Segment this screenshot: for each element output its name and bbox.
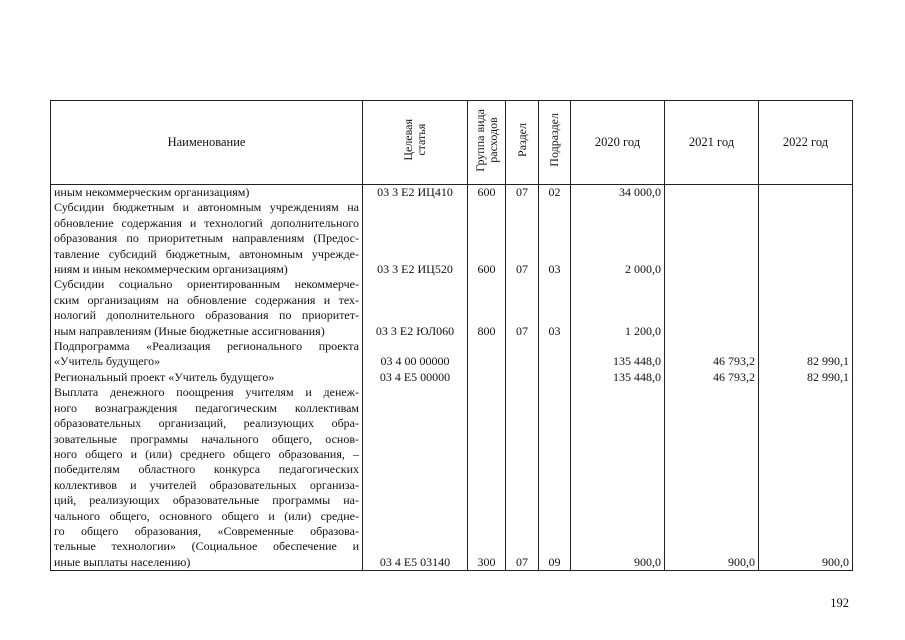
table-row bbox=[51, 185, 853, 201]
row-name-cell bbox=[51, 200, 363, 277]
page-number: 192 bbox=[830, 596, 849, 610]
table-row bbox=[51, 200, 853, 277]
row-subsection bbox=[539, 339, 571, 370]
row-name-line: тельные технологии» (Социальное обеспечение и bbox=[54, 539, 359, 554]
row-amount-2021 bbox=[665, 277, 759, 339]
row-subsection: 02 bbox=[539, 185, 571, 201]
header-year-2020: 2020 год bbox=[571, 101, 665, 185]
row-amount-2020: 1 200,0 bbox=[571, 277, 665, 339]
row-target-article: 03 3 E2 ИЦ410 bbox=[363, 185, 468, 201]
header-subsection bbox=[539, 101, 571, 185]
row-target-article: 03 4 E5 00000 bbox=[363, 370, 468, 385]
row-amount-2022 bbox=[759, 200, 853, 277]
row-name-line: Субсидии бюджетным и автономным учреждениям на bbox=[54, 200, 359, 215]
row-section: 07 bbox=[506, 185, 539, 201]
row-amount-2021 bbox=[665, 200, 759, 277]
row-amount-2021 bbox=[665, 185, 759, 201]
row-section bbox=[506, 339, 539, 370]
row-name-line: коллективов и учителей образовательных организа- bbox=[54, 477, 359, 492]
row-amount-2022 bbox=[759, 277, 853, 339]
row-name-line: ниям и иным некоммерческим организациям) bbox=[54, 262, 288, 277]
row-name-line: ций, реализующих образовательные программы на- bbox=[54, 493, 359, 508]
table-row bbox=[51, 385, 853, 570]
row-name-line: чального общего, основного общего и (или) средне- bbox=[54, 508, 359, 523]
row-name-line: го общего образования, «Современные образова- bbox=[54, 523, 359, 538]
row-target-article: 03 3 E2 ИЦ520 bbox=[363, 200, 468, 277]
row-expense-group: 600 bbox=[468, 200, 506, 277]
header-section-label: Раздел bbox=[514, 123, 529, 158]
header-name: Наименование bbox=[51, 101, 363, 185]
row-expense-group: 600 bbox=[468, 185, 506, 201]
budget-table bbox=[50, 100, 853, 571]
row-expense-group bbox=[468, 339, 506, 370]
row-expense-group: 800 bbox=[468, 277, 506, 339]
row-target-article: 03 4 E5 03140 bbox=[363, 385, 468, 570]
row-subsection bbox=[539, 370, 571, 385]
table-row bbox=[51, 339, 853, 370]
row-amount-2022 bbox=[759, 185, 853, 201]
row-name-line: тавление субсидий бюджетным, автономным учрежде- bbox=[54, 246, 359, 261]
row-target-article: 03 4 00 00000 bbox=[363, 339, 468, 370]
header-expense-group bbox=[468, 101, 506, 185]
table-header bbox=[51, 101, 853, 185]
row-amount-2021: 900,0 bbox=[665, 385, 759, 570]
row-name-cell bbox=[51, 185, 363, 201]
row-name-cell bbox=[51, 277, 363, 339]
table-body bbox=[51, 185, 853, 571]
row-name-line: ским организациям на обновление содержания и тех- bbox=[54, 292, 359, 307]
row-name-line: Выплата денежного поощрения учителям и денеж- bbox=[54, 385, 359, 400]
row-amount-2022: 82 990,1 bbox=[759, 370, 853, 385]
row-amount-2020: 135 448,0 bbox=[571, 370, 665, 385]
row-name-line: «Учитель будущего» bbox=[54, 354, 161, 369]
row-name-cell bbox=[51, 385, 363, 570]
row-name-line: победителям областного конкурса педагогических bbox=[54, 462, 359, 477]
header-target-article-label: Целевая статья bbox=[401, 119, 428, 162]
row-subsection: 03 bbox=[539, 200, 571, 277]
row-name-line: ным направлениям (Иные бюджетные ассигнования) bbox=[54, 323, 325, 338]
header-target-article bbox=[363, 101, 468, 185]
row-name-line: иные выплаты населению) bbox=[54, 554, 191, 569]
row-name-line: Региональный проект «Учитель будущего» bbox=[54, 369, 275, 384]
header-year-2022: 2022 год bbox=[759, 101, 853, 185]
table-row bbox=[51, 370, 853, 385]
row-amount-2022: 900,0 bbox=[759, 385, 853, 570]
row-name-line: образования по приоритетным направлениям (Предос- bbox=[54, 231, 359, 246]
row-name-line: зовательные программы начального общего, основ- bbox=[54, 431, 359, 446]
row-name-line: ного общего и (или) среднего общего образования, – bbox=[54, 446, 359, 461]
row-amount-2021: 46 793,2 bbox=[665, 339, 759, 370]
row-section bbox=[506, 370, 539, 385]
row-name-line: обновление содержания и технологий дополнительного bbox=[54, 215, 359, 230]
row-amount-2020: 900,0 bbox=[571, 385, 665, 570]
row-amount-2022: 82 990,1 bbox=[759, 339, 853, 370]
row-name-cell bbox=[51, 339, 363, 370]
row-name-line: иным некоммерческим организациям) bbox=[54, 185, 250, 199]
row-subsection: 09 bbox=[539, 385, 571, 570]
row-amount-2020: 34 000,0 bbox=[571, 185, 665, 201]
header-subsection-label: Подраздел bbox=[547, 113, 561, 168]
row-section: 07 bbox=[506, 277, 539, 339]
header-section bbox=[506, 101, 539, 185]
table-row bbox=[51, 277, 853, 339]
row-target-article: 03 3 E2 ЮЛ060 bbox=[363, 277, 468, 339]
header-year-2021: 2021 год bbox=[665, 101, 759, 185]
row-amount-2020: 2 000,0 bbox=[571, 200, 665, 277]
row-name-line: нологий дополнительного образования по приоритет- bbox=[54, 308, 359, 323]
row-amount-2020: 135 448,0 bbox=[571, 339, 665, 370]
row-name-cell bbox=[51, 370, 363, 385]
row-amount-2021: 46 793,2 bbox=[665, 370, 759, 385]
row-name-line: образовательных организаций, реализующих обра- bbox=[54, 416, 359, 431]
row-section: 07 bbox=[506, 385, 539, 570]
row-name-line: Субсидии социально ориентированным некоммерче- bbox=[54, 277, 359, 292]
row-section: 07 bbox=[506, 200, 539, 277]
row-expense-group: 300 bbox=[468, 385, 506, 570]
row-name-line: Подпрограмма «Реализация регионального проекта bbox=[54, 339, 359, 354]
header-expense-group-label: Группа вида расходов bbox=[472, 108, 500, 172]
row-expense-group bbox=[468, 370, 506, 385]
row-name-line: ного вознаграждения педагогическим коллективам bbox=[54, 400, 359, 415]
row-subsection: 03 bbox=[539, 277, 571, 339]
